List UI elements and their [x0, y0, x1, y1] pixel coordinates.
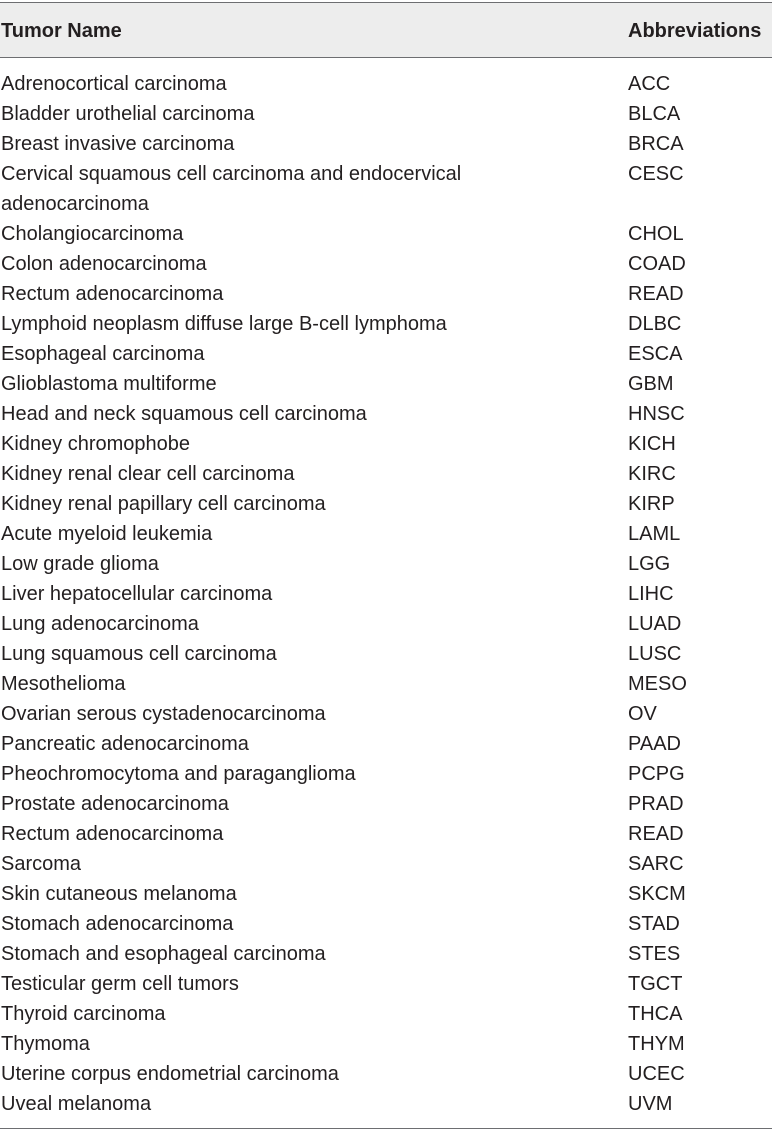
abbreviation-cell: UCEC	[628, 1063, 685, 1085]
table-row	[0, 399, 772, 429]
tumor-name-cell	[0, 159, 611, 219]
tumor-name-cell	[0, 939, 611, 969]
abbreviation-cell: KIRP	[628, 493, 675, 515]
table-header-row	[0, 2, 772, 57]
table-row	[0, 669, 772, 699]
tumor-name-text: Low grade glioma	[1, 553, 159, 575]
tumor-name-text: Breast invasive carcinoma	[1, 133, 235, 155]
abbreviation-cell: PAAD	[628, 733, 681, 755]
tumor-name-cell	[0, 999, 611, 1029]
tumor-name-text: Kidney renal papillary cell carcinoma	[1, 493, 326, 515]
table-row	[0, 729, 772, 759]
tumor-name-cell	[0, 789, 611, 819]
table-row	[0, 549, 772, 579]
tumor-name-cell	[0, 969, 611, 999]
abbreviation-cell: ACC	[628, 73, 671, 95]
table-row	[0, 879, 772, 909]
tumor-name-text: Bladder urothelial carcinoma	[1, 103, 255, 125]
tumor-name-text: Rectum adenocarcinoma	[1, 283, 224, 305]
abbreviation-cell: THCA	[628, 1003, 683, 1025]
abbreviation-cell: BRCA	[628, 133, 684, 155]
header-abbreviations: Abbreviations	[628, 20, 762, 42]
table-row	[0, 759, 772, 789]
tumor-name-cell	[0, 1089, 611, 1119]
table-body	[0, 69, 772, 1119]
abbreviation-cell: BLCA	[628, 103, 681, 125]
table-row	[0, 129, 772, 159]
tumor-name-cell	[0, 1059, 611, 1089]
tumor-name-cell	[0, 699, 611, 729]
table-row	[0, 609, 772, 639]
top-rule	[0, 2, 772, 3]
tumor-name-text: Thyroid carcinoma	[1, 1003, 166, 1025]
tumor-name-text: Esophageal carcinoma	[1, 343, 205, 365]
tumor-name-text: Skin cutaneous melanoma	[1, 883, 237, 905]
tumor-name-text: Colon adenocarcinoma	[1, 253, 207, 275]
abbreviation-cell: MESO	[628, 673, 687, 695]
abbreviation-cell: READ	[628, 283, 684, 305]
header-rule	[0, 57, 772, 58]
tumor-name-cell	[0, 819, 611, 849]
abbreviation-cell: STES	[628, 943, 681, 965]
tumor-name-cell	[0, 609, 611, 639]
tumor-name-text: Lung squamous cell carcinoma	[1, 643, 277, 665]
abbreviation-cell: LGG	[628, 553, 671, 575]
abbreviation-cell: KICH	[628, 433, 676, 455]
abbreviation-cell: KIRC	[628, 463, 676, 485]
abbreviation-cell: OV	[628, 703, 657, 725]
table-row	[0, 249, 772, 279]
table-row	[0, 849, 772, 879]
table-row	[0, 639, 772, 669]
tumor-name-cell	[0, 219, 611, 249]
abbreviation-cell: STAD	[628, 913, 680, 935]
header-tumor-name: Tumor Name	[1, 20, 122, 42]
table-row	[0, 159, 772, 219]
abbreviation-cell: COAD	[628, 253, 686, 275]
abbreviation-cell: LUSC	[628, 643, 682, 665]
table-row	[0, 939, 772, 969]
tumor-name-cell	[0, 489, 611, 519]
tumor-name-text: Kidney renal clear cell carcinoma	[1, 463, 295, 485]
table-row	[0, 99, 772, 129]
table-row	[0, 999, 772, 1029]
tumor-name-text: adenocarcinoma	[1, 193, 149, 215]
tumor-name-cell	[0, 249, 611, 279]
tumor-name-text: Rectum adenocarcinoma	[1, 823, 224, 845]
abbreviation-cell: LIHC	[628, 583, 674, 605]
tumor-name-cell	[0, 669, 611, 699]
tumor-name-cell	[0, 129, 611, 159]
tumor-name-cell	[0, 459, 611, 489]
table-row	[0, 219, 772, 249]
tumor-name-cell	[0, 879, 611, 909]
tumor-name-cell	[0, 69, 611, 99]
table-row	[0, 969, 772, 999]
tumor-name-text: Lung adenocarcinoma	[1, 613, 199, 635]
tumor-name-text: Cervical squamous cell carcinoma and endocervical	[1, 163, 462, 185]
tumor-name-cell	[0, 369, 611, 399]
tumor-name-cell	[0, 639, 611, 669]
table-row	[0, 1059, 772, 1089]
table-row	[0, 489, 772, 519]
abbreviation-cell: LAML	[628, 523, 681, 545]
tumor-name-cell	[0, 549, 611, 579]
abbreviation-cell: CESC	[628, 163, 684, 185]
tumor-name-cell	[0, 519, 611, 549]
table-row	[0, 279, 772, 309]
tumor-name-text: Adrenocortical carcinoma	[1, 73, 227, 95]
abbreviation-cell: CHOL	[628, 223, 684, 245]
abbreviation-cell: ESCA	[628, 343, 683, 365]
abbreviation-cell: UVM	[628, 1093, 673, 1115]
abbreviation-cell: LUAD	[628, 613, 682, 635]
table-row	[0, 1089, 772, 1119]
table-row	[0, 369, 772, 399]
abbreviation-cell: SKCM	[628, 883, 686, 905]
tumor-name-text: Pheochromocytoma and paraganglioma	[1, 763, 356, 785]
tumor-name-cell	[0, 759, 611, 789]
tumor-name-text: Kidney chromophobe	[1, 433, 191, 455]
table-row	[0, 459, 772, 489]
tumor-name-cell	[0, 849, 611, 879]
abbreviation-cell: GBM	[628, 373, 674, 395]
tumor-name-cell	[0, 99, 611, 129]
tumor-name-cell	[0, 1029, 611, 1059]
tumor-name-text: Uveal melanoma	[1, 1093, 152, 1115]
tumor-name-text: Stomach and esophageal carcinoma	[1, 943, 326, 965]
tumor-name-cell	[0, 579, 611, 609]
tumor-name-cell	[0, 279, 611, 309]
tumor-name-cell	[0, 309, 611, 339]
tumor-name-text: Prostate adenocarcinoma	[1, 793, 229, 815]
table-row	[0, 1029, 772, 1059]
tumor-name-text: Cholangiocarcinoma	[1, 223, 184, 245]
table-row	[0, 69, 772, 99]
tumor-name-text: Testicular germ cell tumors	[1, 973, 239, 995]
tumor-name-cell	[0, 399, 611, 429]
abbreviation-cell: READ	[628, 823, 684, 845]
table-row	[0, 699, 772, 729]
abbreviation-cell: SARC	[628, 853, 684, 875]
tumor-name-cell	[0, 339, 611, 369]
tumor-name-text: Sarcoma	[1, 853, 82, 875]
tumor-name-text: Head and neck squamous cell carcinoma	[1, 403, 367, 425]
abbreviation-cell: PRAD	[628, 793, 684, 815]
abbreviation-cell: HNSC	[628, 403, 685, 425]
table-row	[0, 519, 772, 549]
abbreviation-cell: THYM	[628, 1033, 685, 1055]
abbreviation-cell: DLBC	[628, 313, 682, 335]
tumor-name-cell	[0, 429, 611, 459]
tumor-name-text: Ovarian serous cystadenocarcinoma	[1, 703, 326, 725]
tumor-name-text: Pancreatic adenocarcinoma	[1, 733, 249, 755]
table-row	[0, 909, 772, 939]
table-row	[0, 819, 772, 849]
table-row	[0, 429, 772, 459]
tumor-name-cell	[0, 909, 611, 939]
bottom-rule	[0, 1128, 772, 1129]
table-row	[0, 309, 772, 339]
tumor-name-text: Glioblastoma multiforme	[1, 373, 217, 395]
tumor-name-text: Liver hepatocellular carcinoma	[1, 583, 273, 605]
tumor-name-text: Uterine corpus endometrial carcinoma	[1, 1063, 339, 1085]
tumor-name-text: Acute myeloid leukemia	[1, 523, 213, 545]
abbreviation-cell: PCPG	[628, 763, 685, 785]
tumor-name-text: Thymoma	[1, 1033, 90, 1055]
tumor-name-text: Mesothelioma	[1, 673, 126, 695]
table-row	[0, 339, 772, 369]
tumor-name-cell	[0, 729, 611, 759]
abbreviation-cell: TGCT	[628, 973, 683, 995]
table-row	[0, 579, 772, 609]
table-row	[0, 789, 772, 819]
tumor-name-text: Lymphoid neoplasm diffuse large B-cell lymphoma	[1, 313, 447, 335]
tumor-name-text: Stomach adenocarcinoma	[1, 913, 234, 935]
